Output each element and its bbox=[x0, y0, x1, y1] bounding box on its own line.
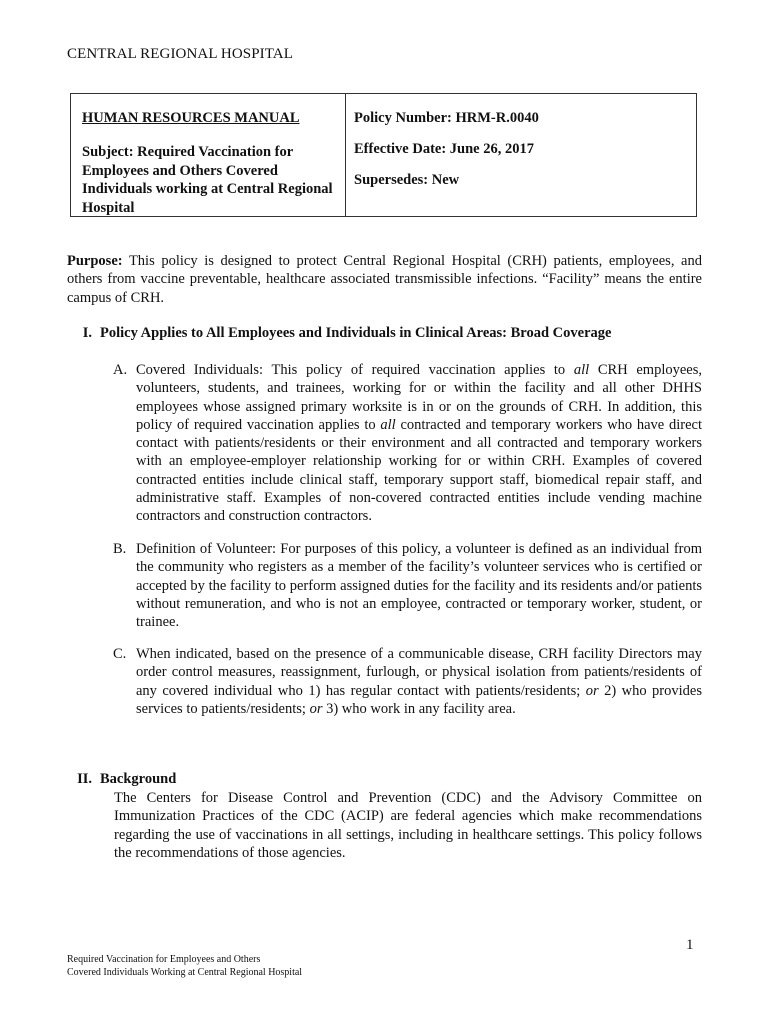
hospital-name: CENTRAL REGIONAL HOSPITAL bbox=[67, 46, 294, 62]
policy-subject: Subject: Required Vaccination for Employees and Others Covered Individuals working at Central Regional Hospital bbox=[82, 144, 333, 216]
policy-number: Policy Number: HRM-R.0040 bbox=[354, 110, 539, 126]
section-2-title: Background bbox=[100, 771, 177, 787]
section-1-title: Policy Applies to All Employees and Individuals in Clinical Areas: Broad Coverage bbox=[100, 325, 612, 341]
section-1-heading bbox=[58, 325, 611, 342]
footer-line-2: Covered Individuals Working at Central Regional Hospital bbox=[67, 966, 303, 978]
item-text-emphasis: or bbox=[585, 682, 599, 699]
item-text bbox=[136, 645, 702, 718]
item-text-part: Covered Individuals: This policy of required vaccination applies to bbox=[136, 362, 574, 378]
item-text-emphasis: or bbox=[309, 700, 323, 717]
purpose-label: Purpose: bbox=[67, 253, 123, 269]
footer-line-1: Required Vaccination for Employees and Others bbox=[67, 954, 261, 965]
section-2-heading bbox=[58, 771, 176, 788]
policy-header-right-cell bbox=[346, 94, 696, 216]
page-footer bbox=[67, 954, 302, 979]
background-paragraph: The Centers for Disease Control and Prevention (CDC) and the Advisory Committee on Immunization Practices of the CDC (ACIP) are federal agencies which make recommendations regarding the use of vaccinations in all settings, including in healthcare settings. This policy follows the recommendations of those agencies. bbox=[114, 790, 702, 861]
section-1-number: I. bbox=[82, 325, 92, 341]
item-text-part: 3) who work in any facility area. bbox=[322, 700, 516, 717]
item-label: C. bbox=[113, 646, 127, 662]
item-text-part: When indicated, based on the presence of a communicable disease, CRH facility Directors may order control measures, reassignment, furlough, or physical isolation from patients/residents of any covered individual who 1) has regular contact with patients/residents; bbox=[136, 646, 702, 699]
page-number: 1 bbox=[686, 937, 694, 953]
section-1-item-b bbox=[113, 540, 702, 631]
item-text-part: contracted and temporary workers who have direct contact with patients/residents or their environment and all contracted and temporary workers with an employee-employer relationship working for or within CRH. Examples of covered contracted entities include clinical staff, temporary support staff, biomedical repair staff, and administrative staff. Examples of non-covered contracted entities include vending machine contractors and construction contractors. bbox=[136, 416, 702, 525]
item-text bbox=[136, 361, 702, 526]
section-2-number: II. bbox=[77, 771, 92, 787]
item-text-part: 2) who provides services to patients/residents; bbox=[136, 682, 702, 717]
purpose-paragraph bbox=[67, 252, 702, 307]
supersedes: Supersedes: New bbox=[354, 172, 460, 188]
item-label: A. bbox=[113, 362, 128, 378]
policy-header-table bbox=[70, 93, 697, 217]
item-text: Definition of Volunteer: For purposes of this policy, a volunteer is defined as an individual from the community who registers as a member of the facility’s volunteer services who is certified or accepted by the facility to perform assigned duties for the facility and its residents and/or patients without remuneration, and who is not an employee, contracted or temporary worker, student, or trainee. bbox=[136, 541, 702, 631]
item-label: B. bbox=[113, 541, 127, 557]
purpose-text: This policy is designed to protect Central Regional Hospital (CRH) patients, employees, and others from vaccine preventable, healthcare associated transmissible infections. “Facility” means the entire campus of CRH. bbox=[67, 253, 702, 306]
section-1-item-c bbox=[113, 645, 702, 718]
item-text-part: CRH employees, volunteers, students, and trainees, working for or within the facility and all other DHHS employees whose assigned primary worksite is in or on the grounds of CRH. In addition, this policy of required vaccination applies to bbox=[136, 362, 703, 433]
effective-date: Effective Date: June 26, 2017 bbox=[354, 141, 534, 157]
item-text-emphasis: all bbox=[380, 416, 396, 433]
item-text-emphasis: all bbox=[573, 362, 590, 378]
policy-header-left-cell bbox=[71, 94, 346, 216]
manual-title: HUMAN RESOURCES MANUAL bbox=[82, 110, 300, 126]
section-1-item-a bbox=[113, 361, 702, 526]
